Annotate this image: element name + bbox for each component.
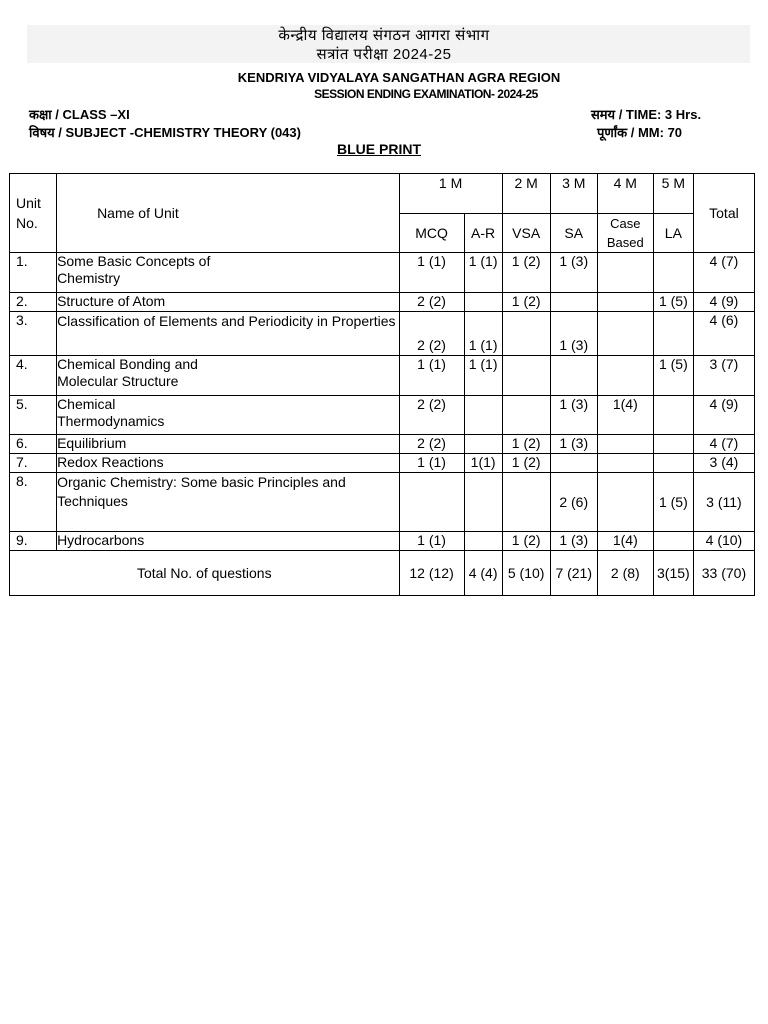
- unit-number: 8.: [10, 473, 57, 532]
- cell-sa: 1 (3): [550, 532, 597, 551]
- cell-case: [597, 454, 653, 473]
- unit-name: Equilibrium: [57, 435, 399, 454]
- grand-total: 33 (70): [693, 551, 754, 596]
- cell-total: 4 (9): [693, 396, 754, 435]
- unit-name: Organic Chemistry: Some basic Principles and Techniques: [57, 473, 399, 532]
- cell-case: [597, 293, 653, 312]
- cell-case: [597, 473, 653, 532]
- cell-ar: 1 (1): [464, 312, 502, 356]
- cell-mcq: 1 (1): [399, 356, 464, 396]
- cell-total: 3 (11): [693, 473, 754, 532]
- cell-la: 1 (5): [653, 293, 693, 312]
- unit-number: 6.: [10, 435, 57, 454]
- cell-ar: 1 (1): [464, 253, 502, 293]
- unit-name: Structure of Atom: [57, 293, 399, 312]
- cell-sa: [550, 356, 597, 396]
- cell-sa: 1 (3): [550, 396, 597, 435]
- cell-mcq: 1 (1): [399, 253, 464, 293]
- cell-total: 3 (7): [693, 356, 754, 396]
- cell-la: [653, 532, 693, 551]
- header-4m: 4 M: [597, 174, 653, 214]
- cell-vsa: [502, 356, 550, 396]
- header-1m: 1 M: [399, 174, 502, 214]
- cell-case: [597, 253, 653, 293]
- unit-number: 3.: [10, 312, 57, 356]
- cell-mcq: 1 (1): [399, 532, 464, 551]
- header-mcq: MCQ: [399, 214, 464, 253]
- cell-ar: 1 (1): [464, 356, 502, 396]
- cell-total: 4 (10): [693, 532, 754, 551]
- cell-la: 1 (5): [653, 473, 693, 532]
- cell-la: [653, 396, 693, 435]
- unit-name: Chemical Bonding and Molecular Structure: [57, 356, 399, 396]
- cell-vsa: 1 (2): [502, 435, 550, 454]
- cell-mcq: 2 (2): [399, 435, 464, 454]
- cell-vsa: [502, 473, 550, 532]
- header-2m: 2 M: [502, 174, 550, 214]
- unit-name: Hydrocarbons: [57, 532, 399, 551]
- time-label: समय / TIME: 3 Hrs.: [591, 107, 702, 122]
- total-case: 2 (8): [597, 551, 653, 596]
- subject-label: विषय / SUBJECT -CHEMISTRY THEORY (043): [29, 125, 301, 140]
- cell-vsa: 1 (2): [502, 293, 550, 312]
- cell-vsa: [502, 396, 550, 435]
- totals-row: [10, 551, 755, 596]
- cell-case: 1(4): [597, 396, 653, 435]
- cell-total: 4 (6): [693, 312, 754, 356]
- total-ar: 4 (4): [464, 551, 502, 596]
- cell-vsa: 1 (2): [502, 253, 550, 293]
- cell-sa: [550, 293, 597, 312]
- cell-sa: 1 (3): [550, 253, 597, 293]
- cell-case: [597, 312, 653, 356]
- cell-mcq: 1 (1): [399, 454, 464, 473]
- header-row-marks: [10, 174, 755, 214]
- header-total: Total: [693, 174, 754, 253]
- unit-number: 5.: [10, 396, 57, 435]
- total-mcq: 12 (12): [399, 551, 464, 596]
- cell-la: [653, 454, 693, 473]
- header-sa: SA: [550, 214, 597, 253]
- header-unit-name: Name of Unit: [57, 174, 399, 253]
- cell-sa: 2 (6): [550, 473, 597, 532]
- cell-ar: [464, 473, 502, 532]
- unit-number: 4.: [10, 356, 57, 396]
- total-la: 3(15): [653, 551, 693, 596]
- header-5m: 5 M: [653, 174, 693, 214]
- cell-case: [597, 435, 653, 454]
- cell-mcq: 2 (2): [399, 312, 464, 356]
- table-row: [10, 473, 755, 532]
- header-unit-no: Unit No.: [10, 174, 57, 253]
- table-row: [10, 293, 755, 312]
- totals-label: Total No. of questions: [10, 551, 400, 596]
- unit-name: Classification of Elements and Periodicity in Properties: [57, 312, 399, 356]
- table-row: [10, 253, 755, 293]
- blueprint-table: [9, 173, 755, 596]
- header-3m: 3 M: [550, 174, 597, 214]
- unit-name: Some Basic Concepts of Chemistry: [57, 253, 399, 293]
- header-vsa: VSA: [502, 214, 550, 253]
- cell-ar: [464, 532, 502, 551]
- header-la: LA: [653, 214, 693, 253]
- cell-vsa: [502, 312, 550, 356]
- cell-vsa: 1 (2): [502, 532, 550, 551]
- cell-vsa: 1 (2): [502, 454, 550, 473]
- cell-la: [653, 312, 693, 356]
- exam-title: SESSION ENDING EXAMINATION- 2024-25: [314, 87, 538, 101]
- cell-ar: [464, 396, 502, 435]
- table-row: [10, 435, 755, 454]
- cell-case: [597, 356, 653, 396]
- table-row: [10, 312, 755, 356]
- cell-sa: 1 (3): [550, 435, 597, 454]
- cell-la: 1 (5): [653, 356, 693, 396]
- cell-ar: [464, 435, 502, 454]
- hindi-org-title: केन्द्रीय विद्यालय संगठन आगरा संभाग: [278, 27, 490, 44]
- table-row: [10, 532, 755, 551]
- table-row: [10, 454, 755, 473]
- cell-case: 1(4): [597, 532, 653, 551]
- unit-name: Redox Reactions: [57, 454, 399, 473]
- total-sa: 7 (21): [550, 551, 597, 596]
- cell-ar: [464, 293, 502, 312]
- cell-mcq: [399, 473, 464, 532]
- hindi-exam-title: सत्रांत परीक्षा 2024-25: [316, 46, 452, 63]
- cell-la: [653, 253, 693, 293]
- cell-total: 3 (4): [693, 454, 754, 473]
- header-ar: A-R: [464, 214, 502, 253]
- cell-ar: 1(1): [464, 454, 502, 473]
- cell-mcq: 2 (2): [399, 396, 464, 435]
- cell-sa: [550, 454, 597, 473]
- cell-total: 4 (7): [693, 253, 754, 293]
- document-title: BLUE PRINT: [337, 141, 421, 157]
- header-case-based: Case Based: [597, 214, 653, 253]
- class-label: कक्षा / CLASS –XI: [29, 107, 130, 122]
- total-vsa: 5 (10): [502, 551, 550, 596]
- cell-la: [653, 435, 693, 454]
- unit-number: 7.: [10, 454, 57, 473]
- cell-total: 4 (7): [693, 435, 754, 454]
- table-row: [10, 396, 755, 435]
- unit-number: 2.: [10, 293, 57, 312]
- cell-total: 4 (9): [693, 293, 754, 312]
- unit-number: 1.: [10, 253, 57, 293]
- max-marks-label: पूर्णांक / MM: 70: [597, 125, 683, 140]
- unit-name: Chemical Thermodynamics: [57, 396, 399, 435]
- org-title: KENDRIYA VIDYALAYA SANGATHAN AGRA REGION: [237, 70, 561, 85]
- cell-mcq: 2 (2): [399, 293, 464, 312]
- unit-number: 9.: [10, 532, 57, 551]
- cell-sa: 1 (3): [550, 312, 597, 356]
- table-row: [10, 356, 755, 396]
